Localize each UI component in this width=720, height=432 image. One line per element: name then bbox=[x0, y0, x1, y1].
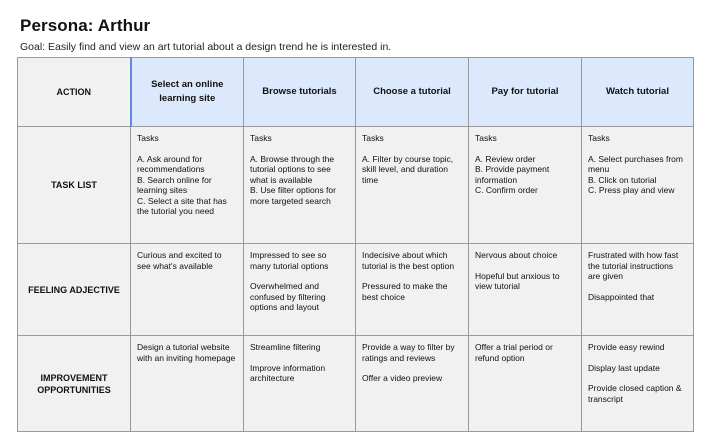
feeling-text: Nervous about choice bbox=[475, 250, 558, 260]
tasks-heading: Tasks bbox=[588, 133, 610, 143]
feeling-text: Frustrated with how fast the tutorial instructions are given bbox=[588, 250, 679, 281]
improvement-row bbox=[18, 336, 694, 432]
feeling-text: Impressed to see so many tutorial options bbox=[250, 250, 329, 271]
improvement-label: IMPROVEMENT OPPORTUNITIES bbox=[18, 336, 131, 432]
tasks-heading: Tasks bbox=[250, 133, 272, 143]
improvement-cell-watch-tutorial bbox=[582, 336, 694, 432]
feeling-row bbox=[18, 244, 694, 336]
feeling-text: Curious and excited to see what's available bbox=[137, 250, 222, 271]
feeling-text: Hopeful but anxious to view tutorial bbox=[475, 270, 560, 291]
feeling-cell-choose-tutorial bbox=[356, 244, 469, 336]
improvement-text: Provide closed caption & transcript bbox=[588, 383, 682, 404]
feeling-cell-select-site bbox=[131, 244, 244, 336]
task-cell-browse-tutorials bbox=[244, 127, 356, 244]
tasks-text: A. Ask around for recommendations B. Search online for learning sites C. Select a site that has the tutorial you need bbox=[137, 153, 227, 216]
feeling-cell-browse-tutorials bbox=[244, 244, 356, 336]
stage-select-site: Select an online learning site bbox=[131, 58, 244, 127]
stage-choose-tutorial: Choose a tutorial bbox=[356, 58, 469, 127]
tasks-text: A. Browse through the tutorial options to see what is available B. Use filter options for more targeted search bbox=[250, 153, 336, 206]
tasks-heading: Tasks bbox=[362, 133, 384, 143]
feeling-text: Pressured to make the best choice bbox=[362, 281, 448, 302]
tasks-text: A. Select purchases from menu B. Click on tutorial C. Press play and view bbox=[588, 153, 683, 195]
stage-header-row bbox=[18, 58, 694, 127]
tasks-text: A. Review order B. Provide payment information C. Confirm order bbox=[475, 153, 550, 195]
improvement-text: Offer a trial period or refund option bbox=[475, 342, 553, 363]
feeling-label: FEELING ADJECTIVE bbox=[18, 244, 131, 336]
feeling-text: Overwhelmed and confused by filtering options and layout bbox=[250, 281, 326, 312]
improvement-cell-choose-tutorial bbox=[356, 336, 469, 432]
persona-goal: Goal: Easily find and view an art tutorial about a design trend he is interested in. bbox=[20, 41, 392, 53]
task-list-row bbox=[18, 127, 694, 244]
stage-watch-tutorial: Watch tutorial bbox=[582, 58, 694, 127]
improvement-cell-browse-tutorials bbox=[244, 336, 356, 432]
improvement-text: Improve information architecture bbox=[250, 362, 326, 383]
improvement-cell-select-site bbox=[131, 336, 244, 432]
persona-title: Persona: Arthur bbox=[20, 16, 151, 35]
feeling-text: Indecisive about which tutorial is the best option bbox=[362, 250, 455, 271]
improvement-text: Design a tutorial website with an inviting homepage bbox=[137, 342, 236, 363]
action-header: ACTION bbox=[18, 58, 131, 127]
stage-browse-tutorials: Browse tutorials bbox=[244, 58, 356, 127]
journey-map-table bbox=[17, 57, 694, 432]
task-cell-choose-tutorial bbox=[356, 127, 469, 244]
improvement-text: Provide easy rewind bbox=[588, 342, 665, 352]
tasks-heading: Tasks bbox=[137, 133, 159, 143]
task-cell-watch-tutorial bbox=[582, 127, 694, 244]
improvement-cell-pay-tutorial bbox=[469, 336, 582, 432]
improvement-text: Display last update bbox=[588, 362, 660, 373]
improvement-text: Streamline filtering bbox=[250, 342, 321, 352]
improvement-text: Offer a video preview bbox=[362, 373, 443, 383]
tasks-heading: Tasks bbox=[475, 133, 497, 143]
tasks-text: A. Filter by course topic, skill level, and duration time bbox=[362, 153, 454, 185]
improvement-text: Provide a way to filter by ratings and reviews bbox=[362, 342, 455, 363]
task-cell-pay-tutorial bbox=[469, 127, 582, 244]
feeling-text: Disappointed that bbox=[588, 291, 655, 302]
feeling-cell-watch-tutorial bbox=[582, 244, 694, 336]
task-cell-select-site bbox=[131, 127, 244, 244]
stage-pay-tutorial: Pay for tutorial bbox=[469, 58, 582, 127]
task-list-label: TASK LIST bbox=[18, 127, 131, 244]
feeling-cell-pay-tutorial bbox=[469, 244, 582, 336]
